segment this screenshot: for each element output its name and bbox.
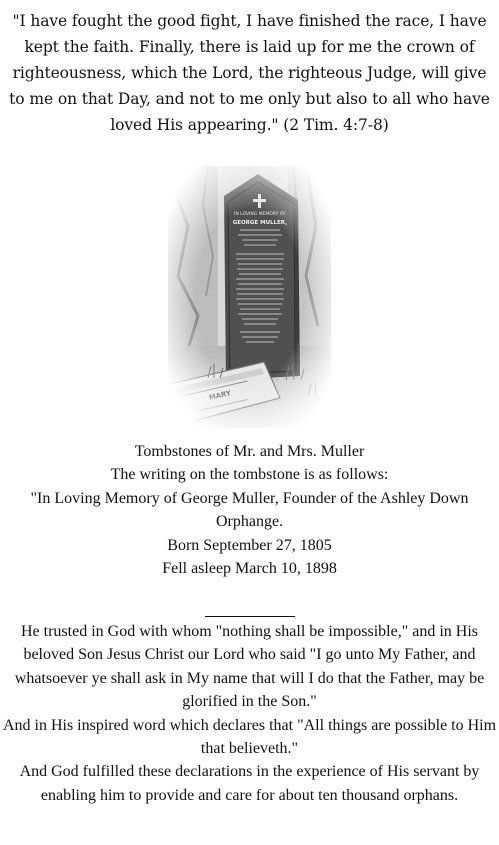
caption-title: Tombstones of Mr. and Mrs. Muller: [134, 443, 365, 460]
scripture-quote: "I have fought the good fight, I have finished the race, I have kept the faith. Finally, there is laid up for me the crown of righteousness, which the Lord, the righteous Judge, will give to me on that Day, and not to me only but also to all who have loved His appearing." (2 Tim. 4:7-8): [9, 12, 490, 134]
caption-died: Fell asleep March 10, 1898: [162, 560, 337, 578]
inscription-body: [0, 620, 499, 807]
divider: [205, 616, 295, 617]
caption-inscription: "In Loving Memory of George Muller, Founder of the Ashley Down Orphange.: [30, 489, 469, 531]
caption-born: Born September 27, 1805: [167, 536, 332, 554]
paragraph-fulfilled: And God fulfilled these declarations in the experience of His servant by enabling him to provide and care for about ten thousand orphans.: [19, 763, 480, 804]
photo-caption: [0, 440, 499, 580]
paragraph-trust: He trusted in God with whom "nothing shall be impossible," and in His beloved Son Jesus Christ our Lord who said "I go unto My Father, and whatsoever ye shall ask in My name that will I do that the Father, may be glorified in the Son.": [14, 623, 485, 711]
tombstone-photo: [168, 166, 331, 428]
caption-intro: The writing on the tombstone is as follows:: [110, 466, 389, 484]
paragraph-word: And in His inspired word which declares that "All things are possible to Him that believeth.": [2, 716, 497, 758]
